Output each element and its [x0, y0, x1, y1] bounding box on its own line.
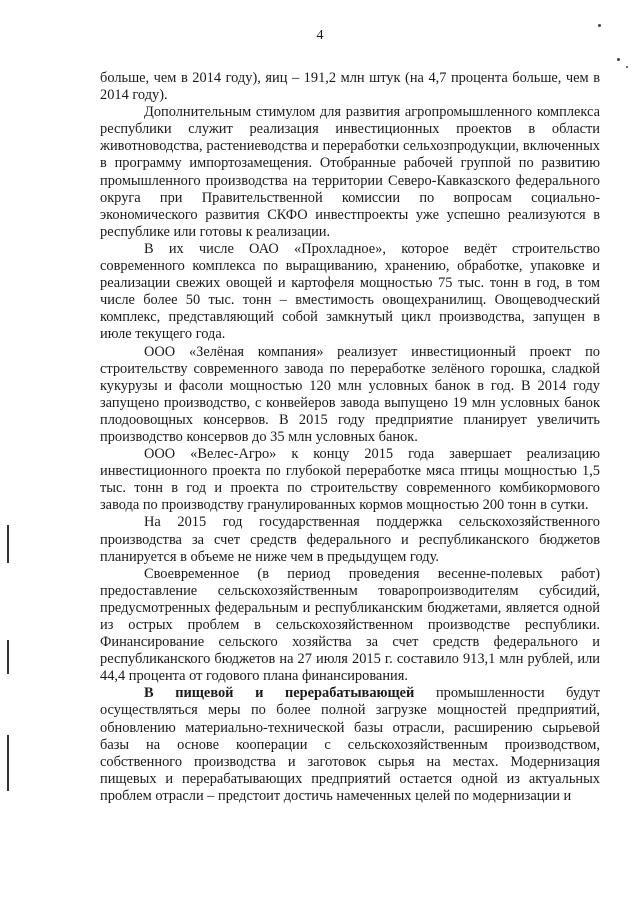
scan-margin-mark — [7, 525, 9, 563]
paragraph-8-bold-lead: В пищевой и перерабатывающей — [144, 685, 415, 702]
paragraph-3: В их числе ОАО «Прохладное», которое ведёт строительство современного комплекса по выращиванию, хранению, обработке, упаковке и реализации свежих овощей и картофеля мощностью 75 тыс. тонн в год, в том числе более 50 тыс. тонн – вместимость овощехранилищ. Овощеводческий комплекс, представляющий собой замкнутый цикл производства, запущен в июле текущего года. — [100, 240, 600, 343]
scan-speck — [598, 24, 601, 27]
scan-margin-mark — [7, 640, 9, 674]
paragraph-7: Своевременное (в период проведения весенне-полевых работ) предоставление сельскохозяйственным товаропроизводителям субсидий, предусмотренных федеральным и республиканским бюджетами, является одной из острых проблем в сельскохозяйственном производстве республики. Финансирование сельского хозяйства за счет средств федерального и республиканского бюджетов на 27 июля 2015 г. составило 913,1 млн рублей, или 44,4 процента от годового плана финансирования. — [100, 565, 600, 685]
paragraph-4: ООО «Зелёная компания» реализует инвестиционный проект по строительству современного завода по переработке зелёного горошка, сладкой кукурузы и фасоли мощностью 120 млн условных банок в год. В 2014 году запущено производство, с конвейеров завода выпущено 19 млн условных банок плодоовощных консервов. В 2015 году предприятие планирует увеличить производство консервов до 35 млн условных банок. — [100, 343, 600, 445]
paragraph-2: Дополнительным стимулом для развития агропромышленного комплекса республики служит реализация инвестиционных проектов в области животноводства, растениеводства и переработки сельхозпродукции, включенных в программу импортозамещения. Отобранные рабочей группой по развитию промышленного производства на территории Северо-Кавказского федерального округа при Правительственной комиссии по вопросам социально-экономического развития СКФО инвестпроекты уже успешно реализуются в республике или готовы к реализации. — [100, 104, 600, 240]
page-number: 4 — [316, 28, 324, 43]
scan-speck — [626, 66, 628, 68]
scan-margin-mark — [7, 735, 9, 791]
paragraph-8 — [100, 685, 600, 805]
paragraph-8-text: промышленности будут осуществляться меры по более полной загрузке мощностей предприятий, обновлению материально-технической базы отрасли, расширению сырьевой базы на основе кооперации с сельскохозяйственным производством, собственного производства и заготовок сырья на местах. Модернизация пищевых и перерабатывающих предприятий остается одной из актуальных проблем отрасли – предстоит достичь намеченных целей по модернизации и — [100, 685, 600, 804]
paragraph-5: ООО «Велес-Агро» к концу 2015 года завершает реализацию инвестиционного проекта по глубокой переработке мяса птицы мощностью 1,5 тыс. тонн в год и проекта по строительству современного комбикормового завода по производству гранулированных кормов мощностью 200 тонн в сутки. — [100, 446, 600, 514]
document-body — [100, 70, 600, 805]
paragraph-6: На 2015 год государственная поддержка сельскохозяйственного производства за счет средств федерального и республиканского бюджетов планируется в объеме не ниже чем в предыдущем году. — [100, 514, 600, 565]
paragraph-1: больше, чем в 2014 году), яиц – 191,2 млн штук (на 4,7 процента больше, чем в 2014 году). — [100, 70, 600, 104]
scan-speck — [617, 58, 620, 61]
